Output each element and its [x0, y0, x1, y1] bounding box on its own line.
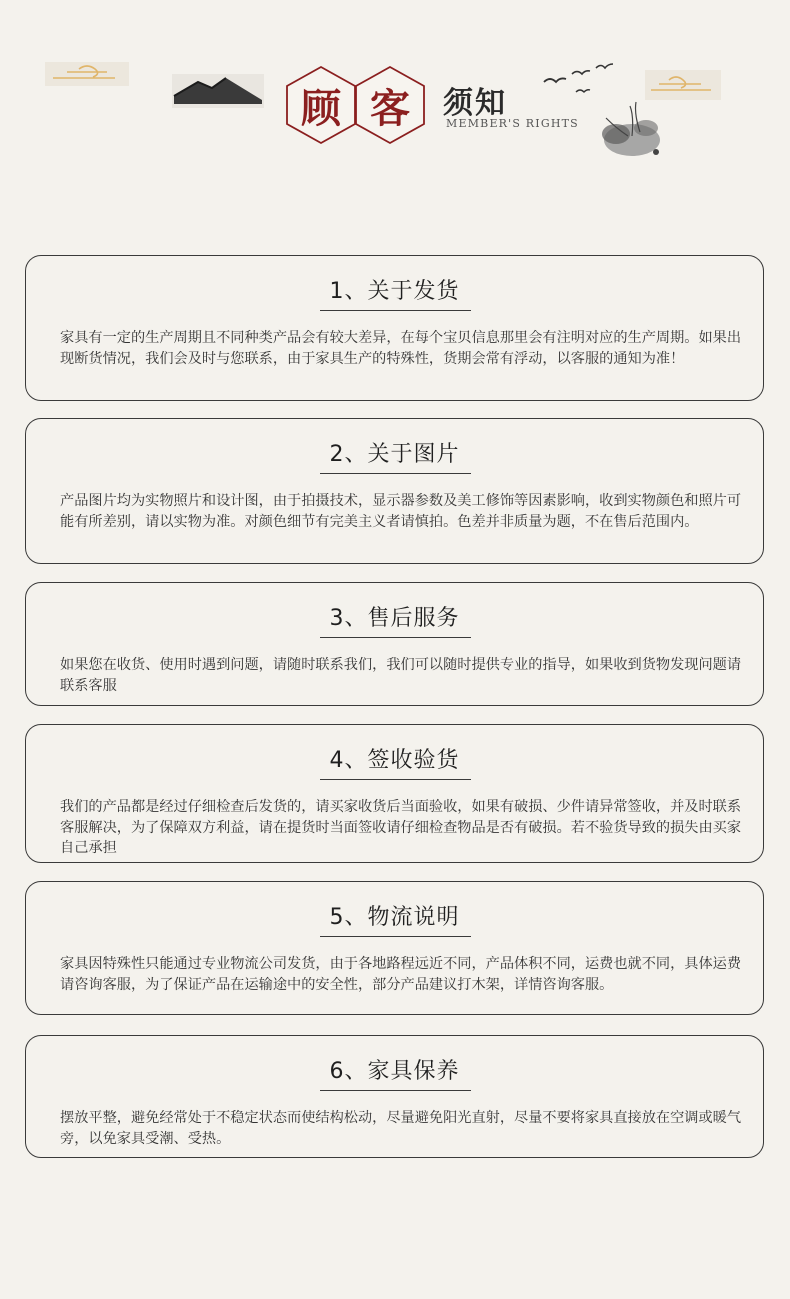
title-char-2: 客: [370, 84, 410, 132]
card-body: 家具因特殊性只能通过专业物流公司发货，由于各地路程远近不同，产品体积不同，运费也就不同，具体运费请咨询客服，为了保证产品在运输途中的安全性，部分产品建议打木架，详情咨询客服。: [60, 956, 742, 993]
info-card-inspection: [25, 724, 764, 863]
card-title: 3、售后服务: [329, 606, 460, 631]
card-divider: [320, 637, 471, 638]
title-hexagon-1: [285, 65, 357, 145]
card-title: 2、关于图片: [329, 442, 460, 467]
mountain-ink-icon: [172, 74, 264, 108]
page-header: [0, 0, 790, 200]
card-divider: [320, 779, 471, 780]
card-title: 5、物流说明: [329, 905, 460, 930]
card-title: 4、签收验货: [329, 748, 460, 773]
info-card-shipping: [25, 255, 764, 401]
info-card-logistics: [25, 881, 764, 1015]
title-char-1: 顾: [301, 84, 341, 132]
page-subtitle: MEMBER'S RIGHTS: [446, 117, 579, 130]
card-body: 家具有一定的生产周期且不同种类产品会有较大差异，在每个宝贝信息那里会有注明对应的生产周期。如果出现断货情况，我们会及时与您联系，由于家具生产的特殊性，货期会常有浮动，以客服的通知为准！: [60, 330, 742, 367]
card-divider: [320, 1090, 471, 1091]
card-divider: [320, 936, 471, 937]
card-body: 我们的产品都是经过仔细检查后发货的，请买家收货后当面验收，如果有破损、少件请异常签收，并及时联系客服解决，为了保障双方利益，请在提货时当面签收请仔细检查物品是否有破损。若不验货导致的损失由买家自己承担: [60, 799, 742, 856]
title-hexagon-2: [354, 65, 426, 145]
card-divider: [320, 473, 471, 474]
info-card-images: [25, 418, 764, 564]
info-card-after-sales: [25, 582, 764, 706]
cloud-ornament-left-icon: [45, 62, 129, 86]
info-card-maintenance: [25, 1035, 764, 1158]
card-title: 1、关于发货: [329, 279, 460, 304]
cloud-ornament-right-icon: [645, 70, 721, 100]
card-title: 6、家具保养: [329, 1059, 460, 1084]
lotus-ink-icon: [586, 98, 672, 166]
birds-icon: [542, 60, 616, 98]
card-body: 如果您在收货、使用时遇到问题，请随时联系我们，我们可以随时提供专业的指导，如果收到货物发现问题请联系客服: [60, 657, 742, 694]
card-body: 产品图片均为实物照片和设计图，由于拍摄技术，显示器参数及美工修饰等因素影响，收到实物颜色和照片可能有所差别，请以实物为准。对颜色细节有完美主义者请慎拍。色差并非质量为题，不在售后范围内。: [60, 493, 742, 530]
page-title: 须知: [443, 86, 507, 121]
card-body: 摆放平整，避免经常处于不稳定状态而使结构松动，尽量避免阳光直射，尽量不要将家具直接放在空调或暖气旁，以免家具受潮、受热。: [60, 1110, 742, 1147]
card-divider: [320, 310, 471, 311]
